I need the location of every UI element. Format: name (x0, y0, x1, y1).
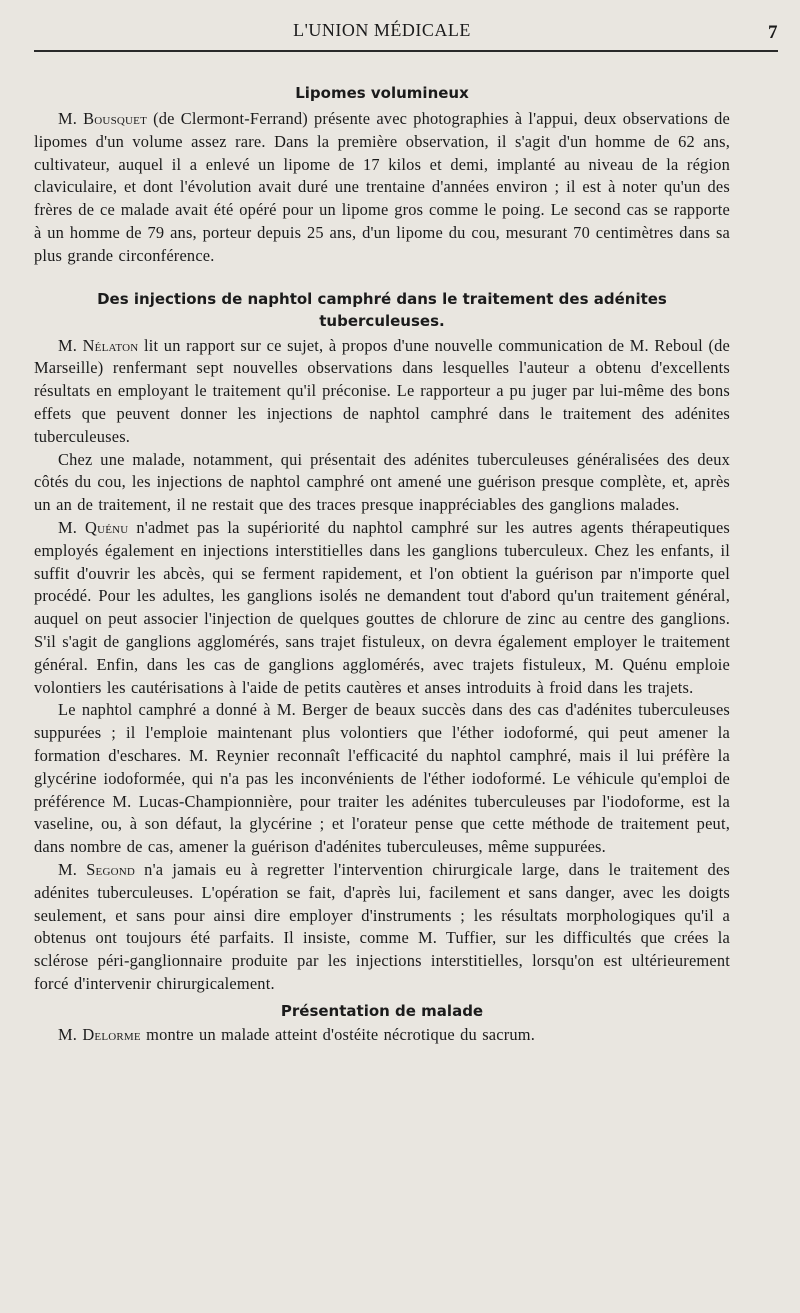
section-heading-naphtol: Des injections de naphtol camphré dans le traitement des adénites tuberculeuses. (97, 289, 667, 330)
paragraph-text: (de Clermont-Ferrand) présente avec photographies à l'appui, deux observations de lipomes d'un volume assez rare. Dans la première observation, il s'agit d'un homme de 62 ans, cultivateur, auquel il a enlevé un lipome de 17 kilos et demi, implanté au niveau de la région claviculaire, et dont l'évolution avait duré une trentaine d'années environ ; il est à noter qu'un des frères de ce malade avait été opéré pour un lipome gros comme le poing. Le second cas se rapporte à un homme de 79 ans, porteur depuis 25 ans, d'un lipome du cou, mesurant 70 centimètres dans sa plus grande circonférence. (34, 109, 730, 265)
paragraph (34, 335, 730, 449)
paragraph (34, 517, 730, 699)
paragraph-text: Chez une malade, notamment, qui présentait des adénites tuberculeuses généralisées des deux côtés du cou, les injections de naphtol camphré ont amené une guérison presque complète, et, après un an de traitement, il ne restait que des traces presque inappréciables des ganglions malades. (34, 449, 730, 515)
paragraph-text: Le naphtol camphré a donné à M. Berger de beaux succès dans des cas d'adénites tuberculeuses suppurées ; il l'emploie maintenant plus volontiers que l'éther iodoformé, qui peut amener la formation d'eschares. M. Reynier reconnaît l'efficacité du naphtol camphré, mais il lui préfère la glycérine iodoformée, qui n'a pas les inconvénients de l'éther iodoformé. Le véhicule qu'emploi de préférence M. Lucas-Championnière, pour traiter les adénites tuberculeuses par l'iodoforme, est la vaseline, ou, à son défaut, la glycérine ; et l'orateur pense que cette méthode de traitement peut, dans nombre de cas, amener la guérison d'adénites tuberculeuses, même suppurées. (34, 700, 730, 857)
paragraph-text: n'a jamais eu à regretter l'intervention chirurgicale large, dans le traitement des adénites tuberculeuses. L'opération se fait, d'après lui, facilement et sans danger, avec les doigts seulement, et sans pour ainsi dire employer d'instruments ; les résultats morphologiques qu'il a obtenus ont toujours été parfaits. Il insiste, comme M. Tuffier, sur les difficultés que crées la sclérose péri-ganglionnaire produite par les injections interstitielles, lorsqu'on est ultérieurement forcé d'intervenir chirurgicalement. (34, 859, 730, 993)
header-rule (34, 50, 778, 52)
paragraph (34, 449, 730, 517)
paragraph (34, 699, 730, 859)
speaker-name: M. Segond (58, 859, 136, 879)
paragraph-text: montre un malade atteint d'ostéite nécrotique du sacrum. (140, 1024, 536, 1044)
section-heading-presentation: Présentation de malade (280, 1001, 484, 1020)
paragraph-text: n'admet pas la supériorité du naphtol camphré sur les autres agents thérapeutiques employés également en injections interstitielles dans les ganglions tuberculeux. Chez les enfants, il suffit d'ouvrir les abcès, qui se ferment rapidement, et l'on obtient la guérison par n'importe quel procédé. Pour les adultes, les ganglions isolés ne demandent tout d'abord qu'un traitement général, auquel on peut associer l'injection de quelques gouttes de chlorure de zinc au centre des ganglions. S'il s'agit de ganglions agglomérés, sans trajet fistuleux, on devra également employer le traitement général. Enfin, dans les cas de ganglions agglomérés, avec trajets fistuleux, M. Quénu emploie volontiers les cautérisations à l'aide de petits cautères et anses introduits à froid dans les trajets. (34, 517, 730, 697)
paragraph (34, 1024, 730, 1047)
speaker-name: M. Quénu (58, 517, 129, 537)
paragraph (34, 108, 730, 268)
running-header (34, 18, 778, 48)
speaker-name: M. Delorme (58, 1024, 141, 1044)
paragraph-text: lit un rapport sur ce sujet, à propos d'une nouvelle communication de M. Reboul (de Marseille) renfermant sept nouvelles observations dans lesquelles l'auteur a obtenu d'excellents résultats en employant le traitement qu'il préconise. Le rapporteur a pu juger par lui-même des bons effets que peuvent donner les injections de naphtol camphré dans le traitement des adénites tuberculeuses. (34, 335, 730, 446)
journal-title: L'UNION MÉDICALE (293, 20, 471, 40)
speaker-name: M. Bousquet (58, 109, 148, 128)
speaker-name: M. Nélaton (58, 335, 139, 355)
paragraph (34, 859, 730, 996)
page-number: 7 (768, 22, 778, 43)
section-heading-lipomes: Lipomes volumineux (295, 84, 469, 102)
